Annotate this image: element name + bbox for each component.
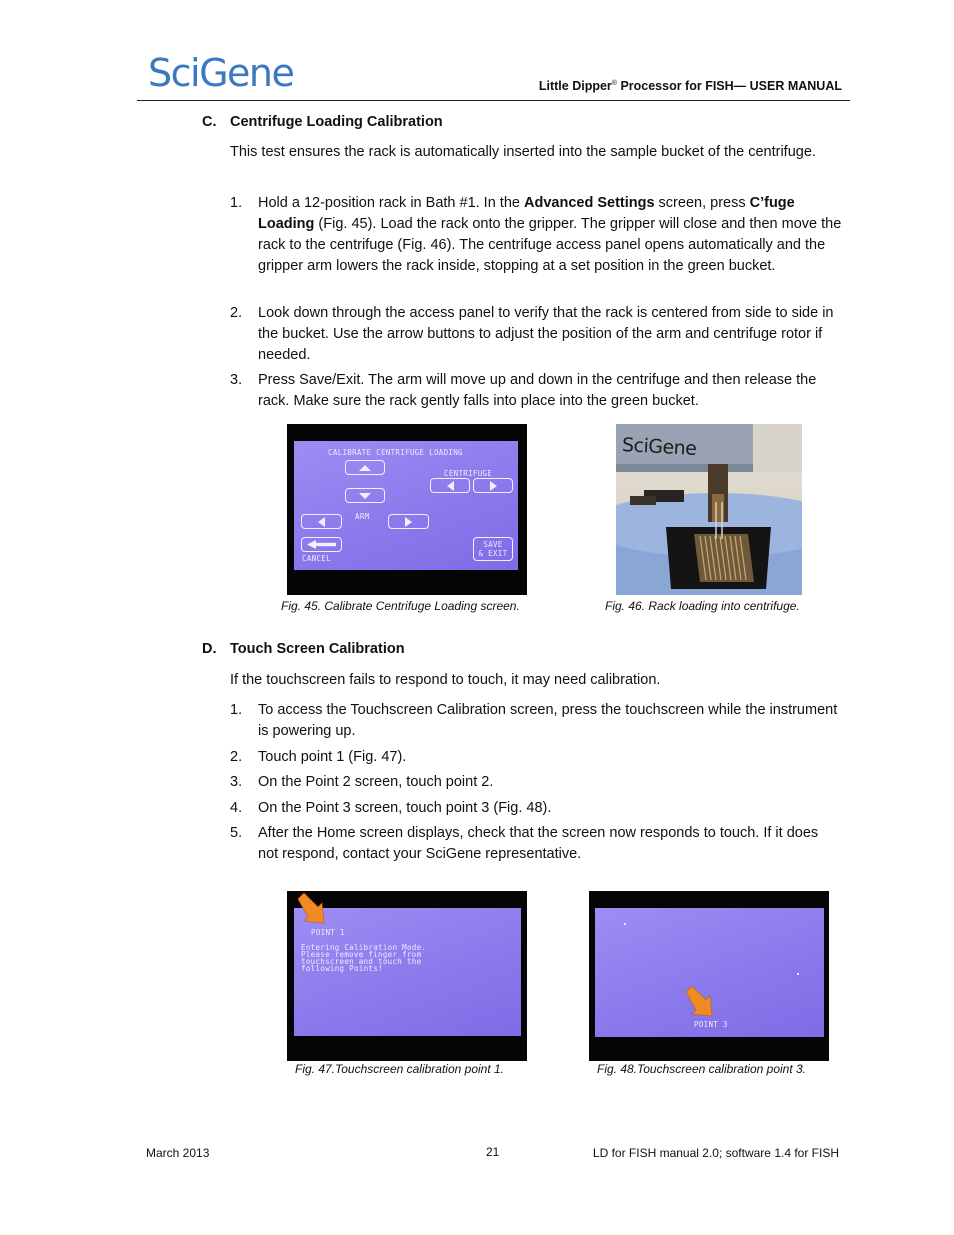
list-item: [230, 303, 842, 366]
save-exit-button[interactable]: [473, 537, 513, 561]
list-number: 2.: [230, 305, 243, 321]
list-text: On the Point 3 screen, touch point 3 (Fig. 48).: [258, 800, 552, 816]
fig47-screen: [294, 908, 521, 1036]
footer-date: March 2013: [146, 1146, 210, 1160]
scigene-logo: SciGene: [148, 51, 294, 95]
section-c-letter: C.: [202, 114, 217, 130]
arrow-left-icon: [447, 481, 454, 491]
device-logo: SciGene: [621, 434, 697, 460]
centrifuge-label: CENTRIFUGE: [444, 469, 493, 478]
fig45-caption: Fig. 45. Calibrate Centrifuge Loading screen.: [281, 599, 520, 613]
calibration-message-line: Please remove finger from: [301, 950, 422, 959]
list-number: 4.: [230, 800, 243, 816]
footer-doc-info: LD for FISH manual 2.0; software 1.4 for FISH: [592, 1146, 839, 1160]
arrow-left-icon: [318, 517, 325, 527]
fig46-photo: [616, 424, 802, 595]
arm-label: ARM: [355, 512, 370, 521]
fig45-screenshot: [287, 424, 527, 595]
list-item: [230, 798, 842, 819]
list-text: On the Point 2 screen, touch point 2.: [258, 774, 494, 790]
list-item: [230, 747, 842, 768]
header-title-rest: Processor for FISH— USER MANUAL: [616, 79, 842, 93]
list-text: Look down through the access panel to verify that the rack is centered from side to side in the bucket. Use the arrow buttons to adjust the position of the arm and centrifuge rotor if needed.: [258, 305, 834, 363]
list-text: To access the Touchscreen Calibration screen, press the touchscreen while the instrument is powering up.: [258, 702, 838, 739]
section-c-intro: This test ensures the rack is automatically inserted into the sample bucket of the centrifuge.: [230, 144, 816, 160]
list-text: Touch point 1 (Fig. 47).: [258, 749, 407, 765]
point-1-label: POINT 1: [311, 928, 345, 937]
list-number: 3.: [230, 372, 243, 388]
calibration-message-line: following Points!: [301, 964, 383, 973]
header-title: [539, 79, 842, 93]
arrow-up-icon: [359, 465, 371, 471]
list-text: After the Home screen displays, check that the screen now responds to touch. If it does not respond, contact your SciGene representative.: [258, 825, 819, 862]
section-d-title: Touch Screen Calibration: [230, 641, 405, 657]
calibration-dot: [797, 973, 799, 975]
section-c-title: Centrifuge Loading Calibration: [230, 114, 443, 130]
list-number: 5.: [230, 825, 243, 841]
rotor-up-button[interactable]: [345, 460, 385, 475]
rotor-down-button[interactable]: [345, 488, 385, 503]
list-item: [230, 823, 842, 865]
list-number: 3.: [230, 774, 243, 790]
arm-left-button[interactable]: [301, 514, 342, 529]
list-item: [230, 370, 842, 412]
fig48-screenshot: [589, 891, 829, 1061]
centrifuge-left-button[interactable]: [430, 478, 470, 493]
centrifuge-right-button[interactable]: [473, 478, 513, 493]
point-3-label: POINT 3: [694, 1020, 728, 1029]
arm-right-button[interactable]: [388, 514, 429, 529]
fig47-caption: Fig. 47.Touchscreen calibration point 1.: [295, 1062, 505, 1076]
arrow-down-icon: [359, 493, 371, 499]
arrow-right-icon: [405, 517, 412, 527]
list-number: 1.: [230, 702, 243, 718]
fig45-screen: [294, 441, 518, 570]
save-label: SAVE: [483, 540, 503, 549]
section-d-intro: If the touchscreen fails to respond to touch, it may need calibration.: [230, 672, 661, 688]
orange-arrow-icon: [684, 986, 718, 1020]
list-number: 1.: [230, 195, 243, 211]
list-text: Press Save/Exit. The arm will move up and down in the centrifuge and then release the rack. Make sure the rack gently falls into place into the green bucket.: [258, 372, 817, 409]
fig47-screenshot: [287, 891, 527, 1061]
list-item: [230, 772, 842, 793]
exit-label: & EXIT: [478, 548, 508, 558]
calibration-dot: [624, 923, 626, 925]
calibration-message-line: touchscreen and touch the: [301, 957, 422, 966]
back-arrow-icon: [307, 540, 337, 549]
cancel-label: CANCEL: [302, 554, 331, 563]
section-c-heading: [0, 114, 954, 134]
orange-arrow-icon: [296, 893, 328, 927]
fig48-caption: Fig. 48.Touchscreen calibration point 3.: [597, 1062, 807, 1076]
list-text: Hold a 12-position rack in Bath #1. In the Advanced Settings screen, press C’fuge Loading (Fig. 45). Load the rack onto the gripper. The gripper will close and then move the rack to the centrifuge (Fig. 46). The centrifuge access panel opens automatically and the gripper arm lowers the rack inside, stopping at a set position in the green bucket.: [258, 195, 842, 274]
list-number: 2.: [230, 749, 243, 765]
arrow-right-icon: [490, 481, 497, 491]
list-item: [230, 193, 842, 277]
cancel-button[interactable]: [301, 537, 342, 552]
header-title-main: Little Dipper: [538, 79, 612, 93]
section-d-letter: D.: [202, 641, 217, 657]
calibration-message-line: Entering Calibration Mode.: [301, 943, 427, 952]
section-d-heading: [0, 641, 954, 661]
fig46-caption: Fig. 46. Rack loading into centrifuge.: [605, 599, 800, 613]
registered-mark: ®: [611, 79, 617, 87]
page-number: 21: [486, 1145, 500, 1159]
list-item: [230, 700, 842, 742]
fig45-title: CALIBRATE CENTRIFUGE LOADING: [328, 448, 463, 457]
header-rule: [137, 100, 850, 101]
